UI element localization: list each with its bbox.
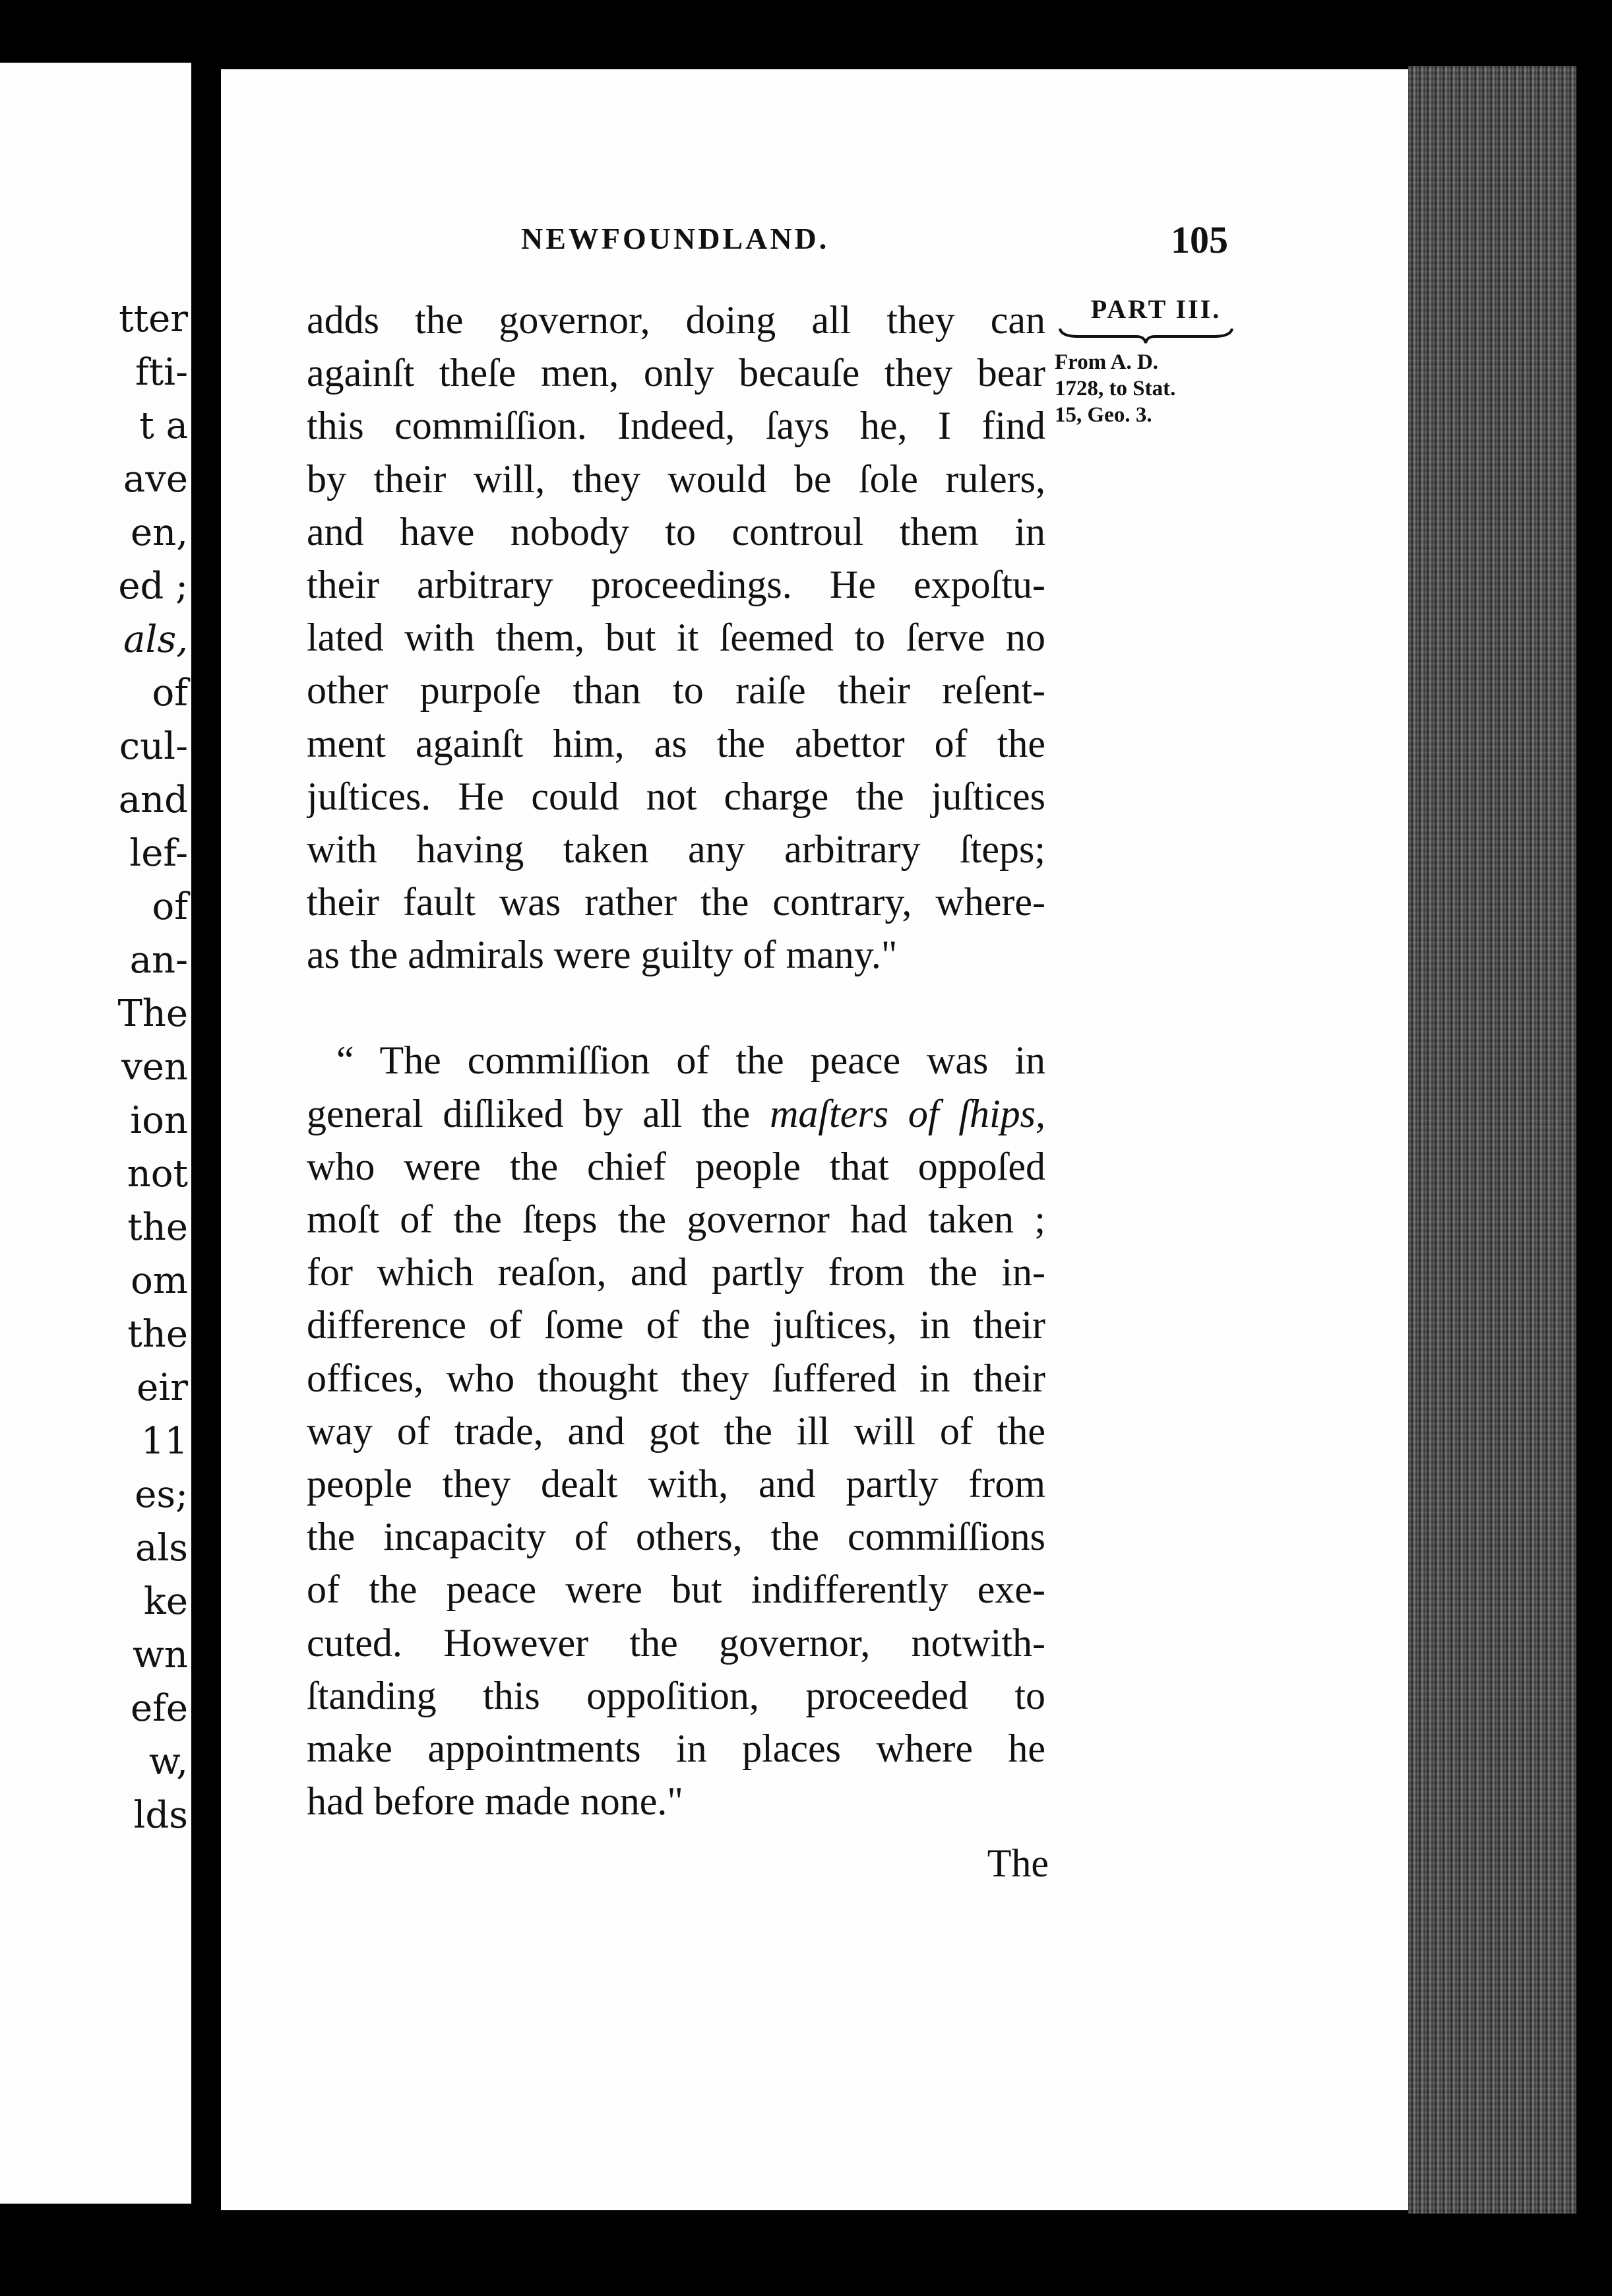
text-line: ſtanding this oppoſition, proceeded to xyxy=(307,1673,1045,1717)
left-line-ending: ave xyxy=(123,458,188,501)
text-line: ment againſt him, as the abettor of the xyxy=(307,721,1045,765)
text-line: difference of ſome of the juſtices, in their xyxy=(307,1303,1045,1347)
text-line: had before made none." xyxy=(307,1779,683,1824)
left-line-ending: ion xyxy=(130,1099,188,1142)
running-title: NEWFOUNDLAND. xyxy=(521,222,830,255)
text-line: the incapacity of others, the commiſſions xyxy=(307,1515,1045,1559)
catchword: The xyxy=(987,1841,1049,1885)
text-span: of the peace was in xyxy=(676,1038,1045,1083)
text-line: againſt theſe men, only becauſe they bear xyxy=(307,351,1045,395)
left-line-ending: ven xyxy=(121,1046,188,1089)
left-line-ending: en, xyxy=(130,511,188,554)
left-line-ending: The xyxy=(117,992,188,1035)
text-line: way of trade, and got the ill will of the xyxy=(307,1409,1045,1453)
text-line: of the peace were but indifferently exe- xyxy=(307,1568,1045,1612)
paragraph-gap xyxy=(307,981,1045,1034)
left-line-ending: lef- xyxy=(129,832,188,875)
margin-date-line-3: 15, Geo. 3. xyxy=(1055,403,1152,427)
left-line-ending: cul- xyxy=(119,725,188,768)
text-line: people they dealt with, and partly from xyxy=(307,1461,1045,1506)
text-line: moſt of the ſteps the governor had taken ; xyxy=(307,1197,1045,1241)
left-line-ending: als, xyxy=(123,618,188,661)
text-line: make appointments in places where he xyxy=(307,1726,1045,1770)
text-line xyxy=(307,1034,1045,1087)
text-line: lated with them, but it ſeemed to ſerve no xyxy=(307,616,1045,660)
left-line-ending: ed ; xyxy=(118,565,188,608)
left-line-ending: of xyxy=(152,672,188,715)
left-line-ending: an- xyxy=(129,939,188,982)
margin-date-line-2: 1728, to Stat. xyxy=(1055,377,1176,400)
left-line-ending: om xyxy=(131,1260,188,1302)
margin-part-label: PART III. xyxy=(1090,294,1222,324)
left-line-ending: and xyxy=(118,779,188,821)
quote-open-text: “ The commiſſion xyxy=(336,1038,650,1083)
left-line-ending: lds xyxy=(133,1794,188,1837)
italic-phrase: maſters of ſhips, xyxy=(770,1091,1045,1135)
left-line-ending: tter xyxy=(119,298,188,340)
text-line: adds the governor, doing all they can xyxy=(307,298,1045,342)
margin-note xyxy=(1052,294,1240,428)
text-line xyxy=(307,1087,1045,1140)
left-line-ending: es; xyxy=(135,1473,188,1516)
left-line-ending: the xyxy=(127,1313,188,1356)
text-line: as the admirals were guilty of many." xyxy=(307,933,898,977)
text-line: cuted. However the governor, notwith- xyxy=(307,1620,1045,1665)
text-line: their arbitrary proceedings. He expoſtu- xyxy=(307,562,1045,606)
left-page-line-endings xyxy=(0,292,188,1842)
book-gutter xyxy=(191,63,221,2204)
text-line: their fault was rather the contrary, where- xyxy=(307,880,1045,924)
text-line: juſtices. He could not charge the juſtices xyxy=(307,774,1045,818)
text-line: by their will, they would be ſole rulers, xyxy=(307,457,1045,501)
left-line-ending: the xyxy=(127,1206,188,1249)
page-number: 105 xyxy=(1171,218,1228,261)
brace-icon xyxy=(1059,327,1233,344)
text-span: general diſliked by all the xyxy=(307,1091,751,1135)
left-line-ending: of xyxy=(152,885,188,928)
left-facing-page xyxy=(0,63,191,2204)
left-line-ending: 11 xyxy=(140,1420,188,1463)
paragraph-1 xyxy=(307,294,1045,981)
left-line-ending: ke xyxy=(143,1580,188,1623)
margin-date-line-1: From A. D. xyxy=(1055,350,1159,374)
paragraph-2 xyxy=(307,1034,1045,1828)
page-edge-grain xyxy=(1408,66,1576,2214)
text-line: for which reaſon, and partly from the in- xyxy=(307,1250,1045,1294)
text-line: who were the chief people that oppoſed xyxy=(307,1144,1045,1188)
left-line-ending: efe xyxy=(130,1687,188,1730)
text-line: this commiſſion. Indeed, ſays he, I find xyxy=(307,404,1045,448)
left-line-ending: w, xyxy=(148,1740,188,1783)
left-line-ending: wn xyxy=(133,1634,188,1676)
left-line-ending: not xyxy=(127,1153,188,1196)
left-line-ending: eir xyxy=(137,1366,188,1409)
left-line-ending: t a xyxy=(139,404,188,447)
text-line: offices, who thought they ſuffered in their xyxy=(307,1356,1045,1400)
body-text xyxy=(307,294,1045,1828)
text-line: other purpoſe than to raiſe their reſent- xyxy=(307,668,1045,713)
text-line: with having taken any arbitrary ſteps; xyxy=(307,827,1045,871)
left-line-ending: fti- xyxy=(135,351,188,394)
text-line: and have nobody to controul them in xyxy=(307,509,1045,554)
left-line-ending: als xyxy=(135,1527,188,1570)
